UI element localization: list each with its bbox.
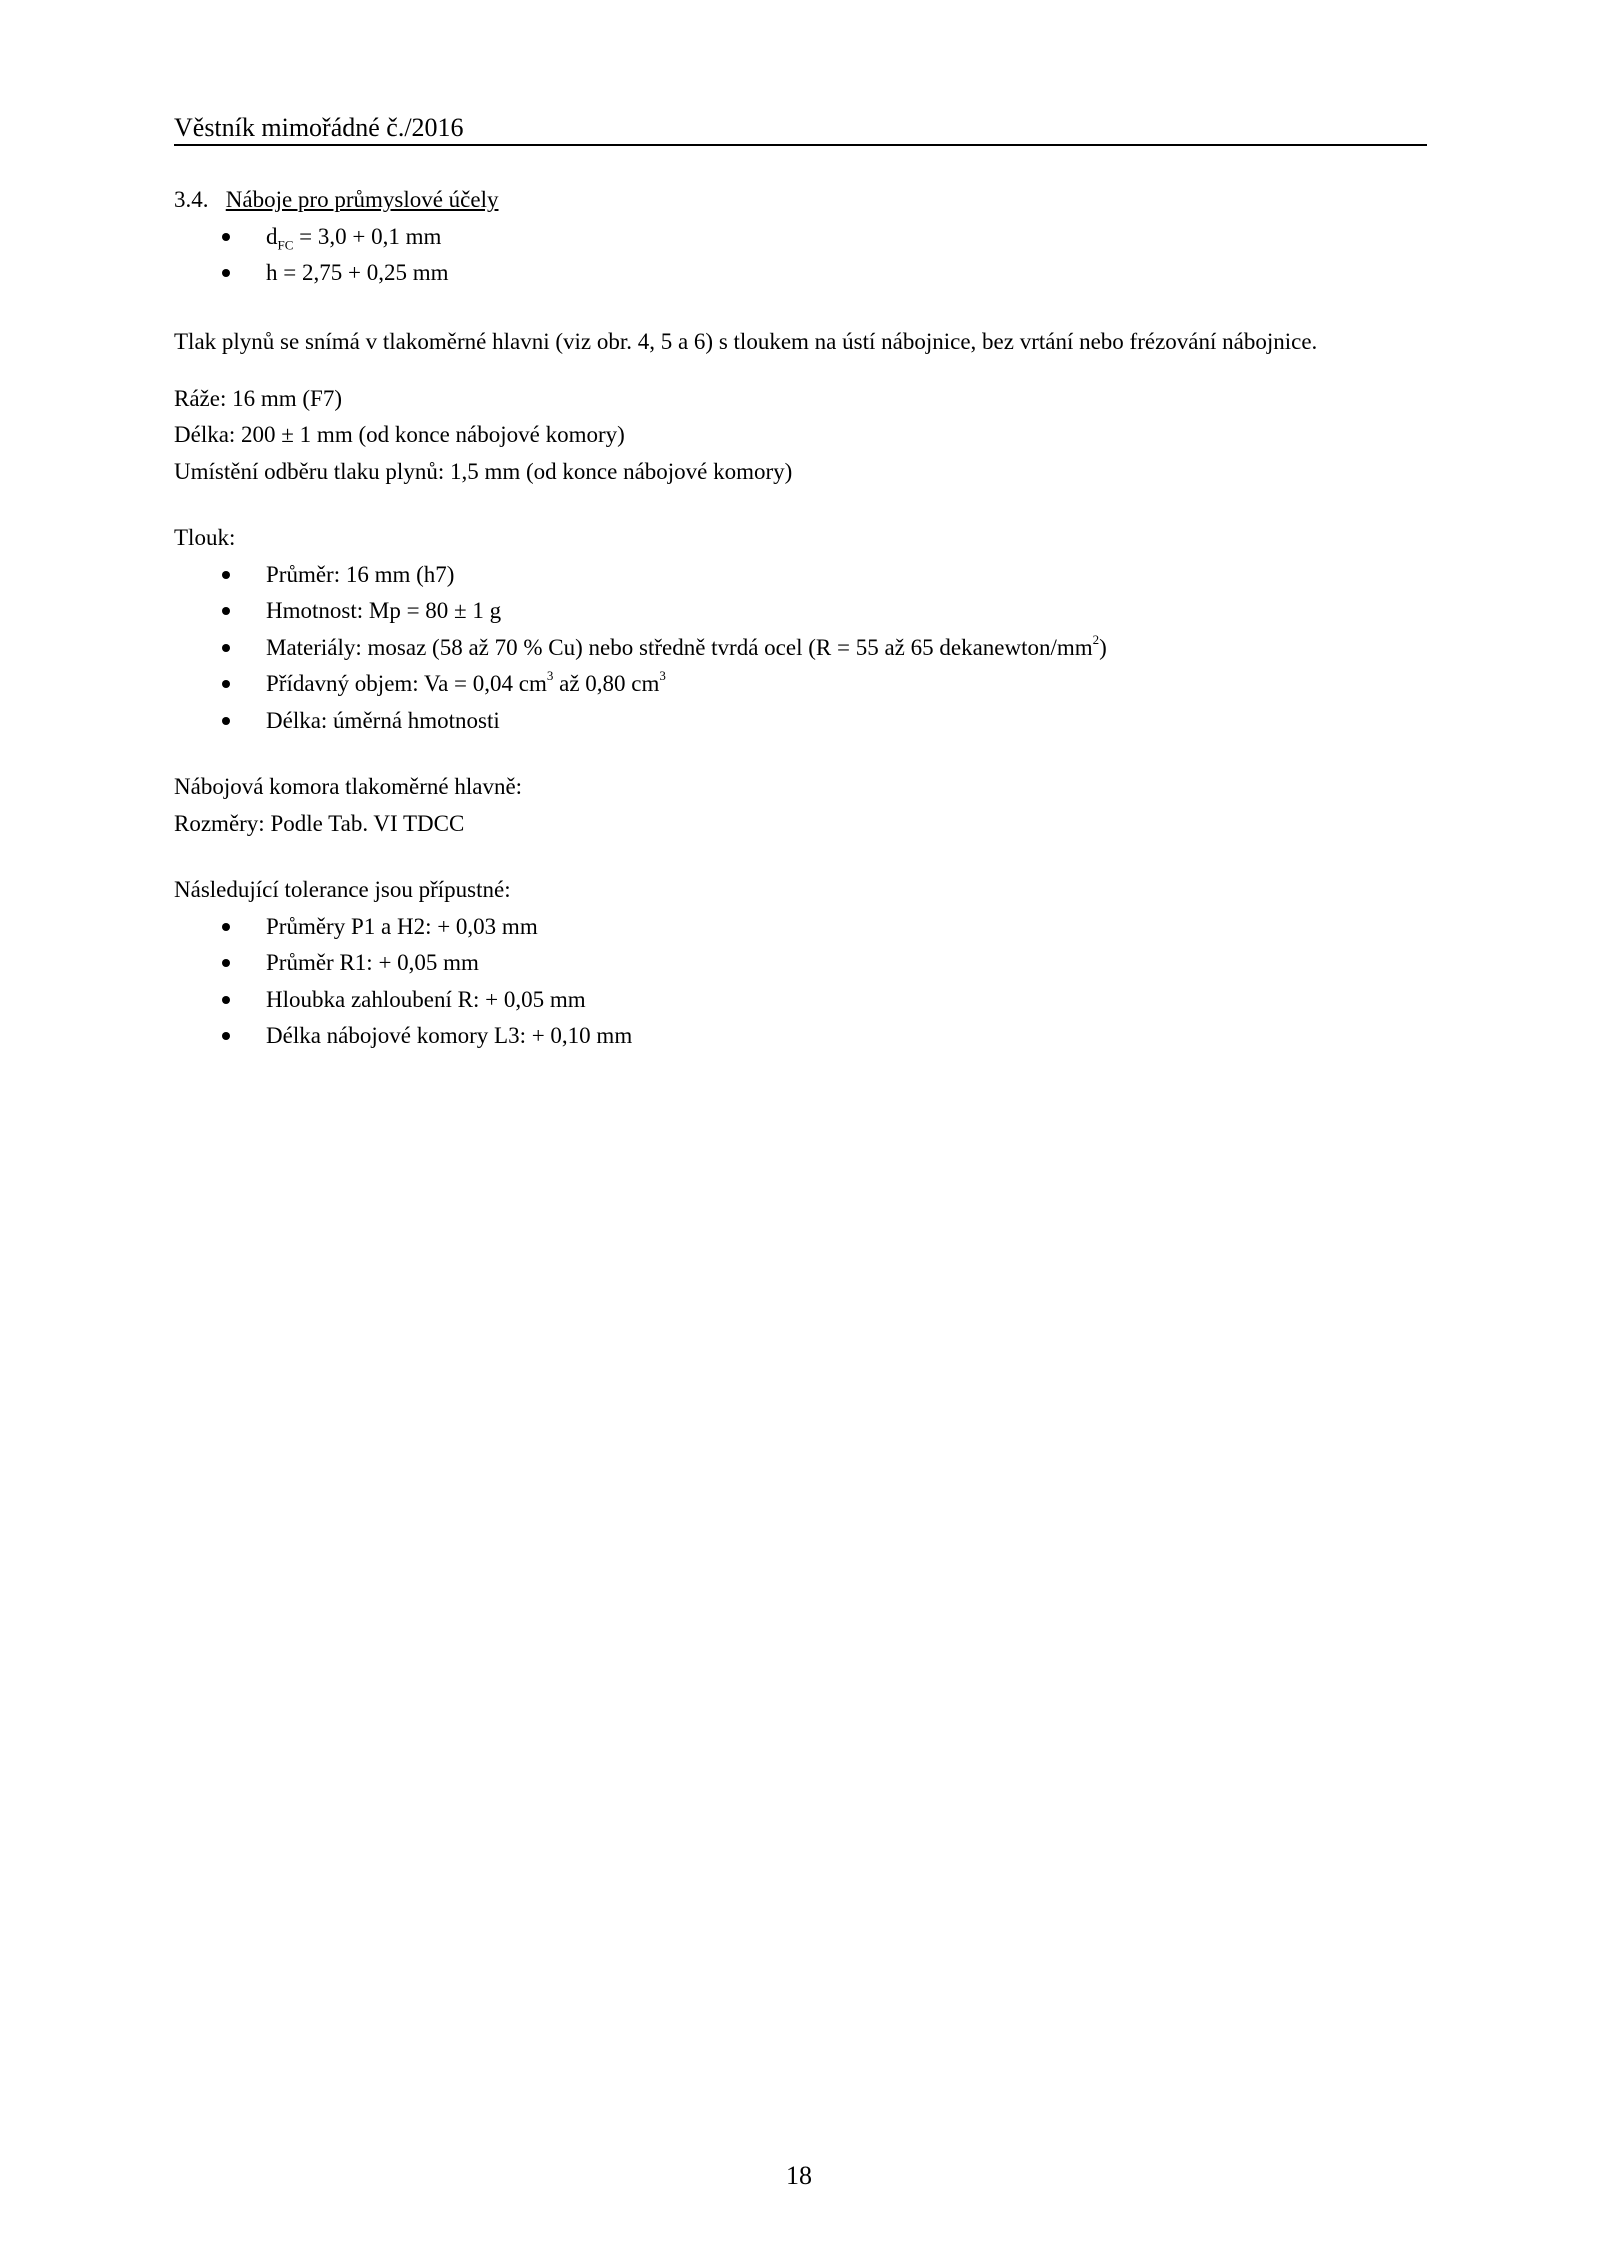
list-item <box>222 986 586 1014</box>
bullet-icon <box>222 607 230 615</box>
bullet-icon <box>222 233 230 241</box>
bullet-icon <box>222 923 230 931</box>
piston-mass-text: Hmotnost: Mp = 80 ± 1 g <box>266 598 502 623</box>
bullet-icon <box>222 680 230 688</box>
bullet-icon <box>222 717 230 725</box>
bullet-icon <box>222 1032 230 1040</box>
piston-material-close: ) <box>1099 635 1107 660</box>
barrel-length: Délka: 200 ± 1 mm (od konce nábojové komory) <box>174 422 625 447</box>
bullet-icon <box>222 959 230 967</box>
piston-length <box>222 707 500 735</box>
section-title: Náboje pro průmyslové účely <box>225 187 499 212</box>
header-title: Věstník mimořádné č./2016 <box>174 113 464 142</box>
page-number: 18 <box>786 2161 812 2190</box>
piston-diameter <box>222 561 454 589</box>
piston-length-text: Délka: úměrná hmotnosti <box>266 708 500 733</box>
bullet-icon <box>222 571 230 579</box>
spec-item-h <box>222 259 448 287</box>
section-heading <box>174 186 498 214</box>
piston-label: Tlouk: <box>174 525 236 550</box>
spec-item-dfc <box>222 223 441 251</box>
piston-volume <box>222 670 666 698</box>
list-item <box>222 1022 632 1050</box>
barrel-caliber: Ráže: 16 mm (F7) <box>174 386 342 411</box>
bullet-icon <box>222 269 230 277</box>
tolerances-label: Následující tolerance jsou přípustné: <box>174 877 511 902</box>
tolerance-text: Délka nábojové komory L3: + 0,10 mm <box>266 1023 633 1048</box>
piston-material-text: Materiály: mosaz (58 až 70 % Cu) nebo středně tvrdá ocel (R = 55 až 65 dekanewton/mm <box>266 635 1093 660</box>
header-rule <box>174 144 1427 146</box>
tolerance-text: Průměry P1 a H2: + 0,03 mm <box>266 914 538 939</box>
tolerance-text: Průměr R1: + 0,05 mm <box>266 950 479 975</box>
piston-material-sup: 2 <box>1092 632 1100 648</box>
tolerance-text: Hloubka zahloubení R: + 0,05 mm <box>266 987 586 1012</box>
barrel-pressure-tap: Umístění odběru tlaku plynů: 1,5 mm (od konce nábojové komory) <box>174 459 793 484</box>
piston-volume-sup: 3 <box>546 668 554 684</box>
piston-diameter-text: Průměr: 16 mm (h7) <box>266 562 455 587</box>
piston-volume-sup: 3 <box>659 668 666 684</box>
spec-value: = 3,0 + 0,1 mm <box>293 224 442 249</box>
bullet-icon <box>222 996 230 1004</box>
piston-mass <box>222 597 501 625</box>
chamber-dimensions: Rozměry: Podle Tab. VI TDCC <box>174 811 465 836</box>
spec-value: h = 2,75 + 0,25 mm <box>266 260 449 285</box>
list-item <box>222 949 479 977</box>
piston-material <box>222 634 1107 662</box>
intro-paragraph: Tlak plynů se snímá v tlakoměrné hlavni (viz obr. 4, 5 a 6) s tloukem na ústí nábojnice, bez vrtání nebo frézování nábojnice. <box>174 329 1318 354</box>
piston-volume-mid: až 0,80 cm <box>553 671 660 696</box>
list-item <box>222 913 538 941</box>
chamber-label: Nábojová komora tlakoměrné hlavně: <box>174 774 523 799</box>
spec-symbol: d <box>266 224 278 249</box>
section-number: 3.4. <box>174 187 209 212</box>
piston-volume-text: Přídavný objem: Va = 0,04 cm <box>266 671 547 696</box>
spec-subscript: FC <box>277 237 294 253</box>
bullet-icon <box>222 644 230 652</box>
